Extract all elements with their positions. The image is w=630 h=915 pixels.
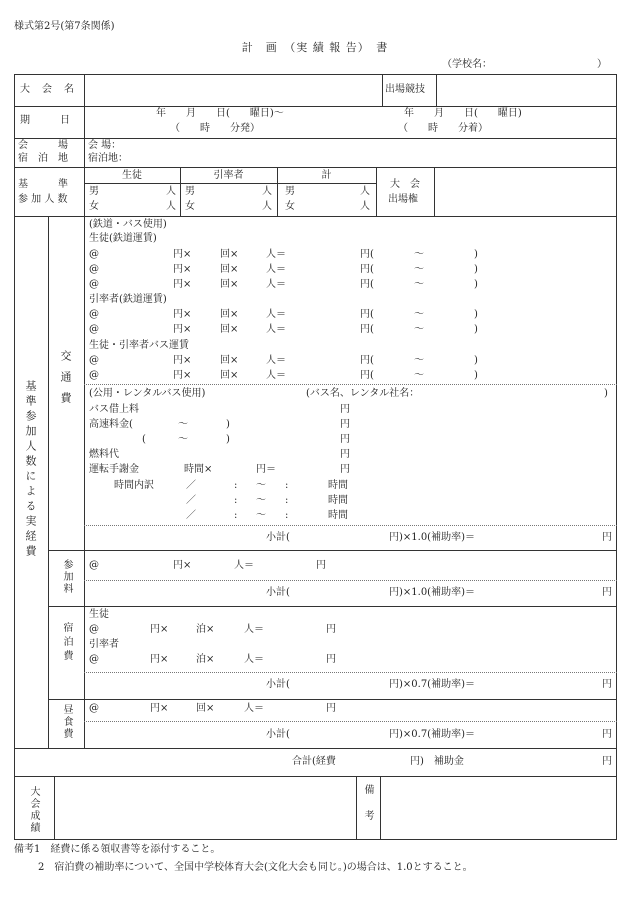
shutsujo-label: 出場競技 [385, 84, 425, 95]
kotsu-label: 交通費 [59, 350, 72, 413]
page-title: 計 画 （実 績 報 告） 書 [241, 41, 389, 54]
col-student: 生徒 [122, 170, 142, 181]
shutsujoken-label-1: 大 会 [390, 179, 420, 190]
shutsujoken-label-2: 出場権 [388, 194, 418, 205]
biko-label: 備考 [362, 784, 373, 836]
kijun-label-2: 参 加 人 数 [18, 194, 68, 205]
total-yen: 円 [602, 756, 612, 767]
col-leader: 引率者 [213, 170, 244, 181]
kaijo-label: 会 場 [18, 140, 68, 151]
kaijo-field[interactable]: 会 場： [88, 140, 122, 151]
shukuhaku-field[interactable]: 宿泊地： [88, 153, 128, 164]
end-date: 年 月 日( 曜日) [404, 108, 522, 119]
end-time: （ 時 分着） [398, 123, 488, 134]
shukuhaku-fee-label: 宿泊費 [61, 622, 72, 664]
note-1: 備考1 経費に係る領収書等を添付すること。 [14, 844, 221, 855]
start-time: （ 時 分発） [170, 123, 260, 134]
subsidy-label: 円) 補助金 [410, 756, 464, 767]
col-total: 計 [321, 170, 332, 181]
taikai-label: 大 会 名 [20, 84, 75, 95]
sanka-label: 参加料 [61, 559, 72, 595]
kijun-label-1: 基 準 [18, 179, 68, 190]
results-field[interactable] [55, 777, 355, 839]
biko-field[interactable] [381, 777, 616, 839]
expenses-side-label: 基準参加人数による実経費 [24, 380, 37, 560]
results-label: 大会成績 [28, 786, 39, 834]
shukuhaku-label: 宿 泊 地 [18, 153, 68, 164]
note-2: 2 宿泊費の補助率について、全国中学校体育大会(文化大会も同じ。)の場合は、1.0とすること。 [38, 862, 473, 873]
chushoku-label: 昼食費 [61, 704, 72, 740]
total-label: 合計(経費 [292, 756, 336, 767]
start-date: 年 月 日( 曜日)～ [156, 108, 284, 119]
school-name-field[interactable]: （学校名： ） [442, 59, 607, 70]
form-number: 様式第2号(第7条関係) [14, 21, 115, 32]
kijitsu-label: 期 日 [20, 115, 70, 126]
